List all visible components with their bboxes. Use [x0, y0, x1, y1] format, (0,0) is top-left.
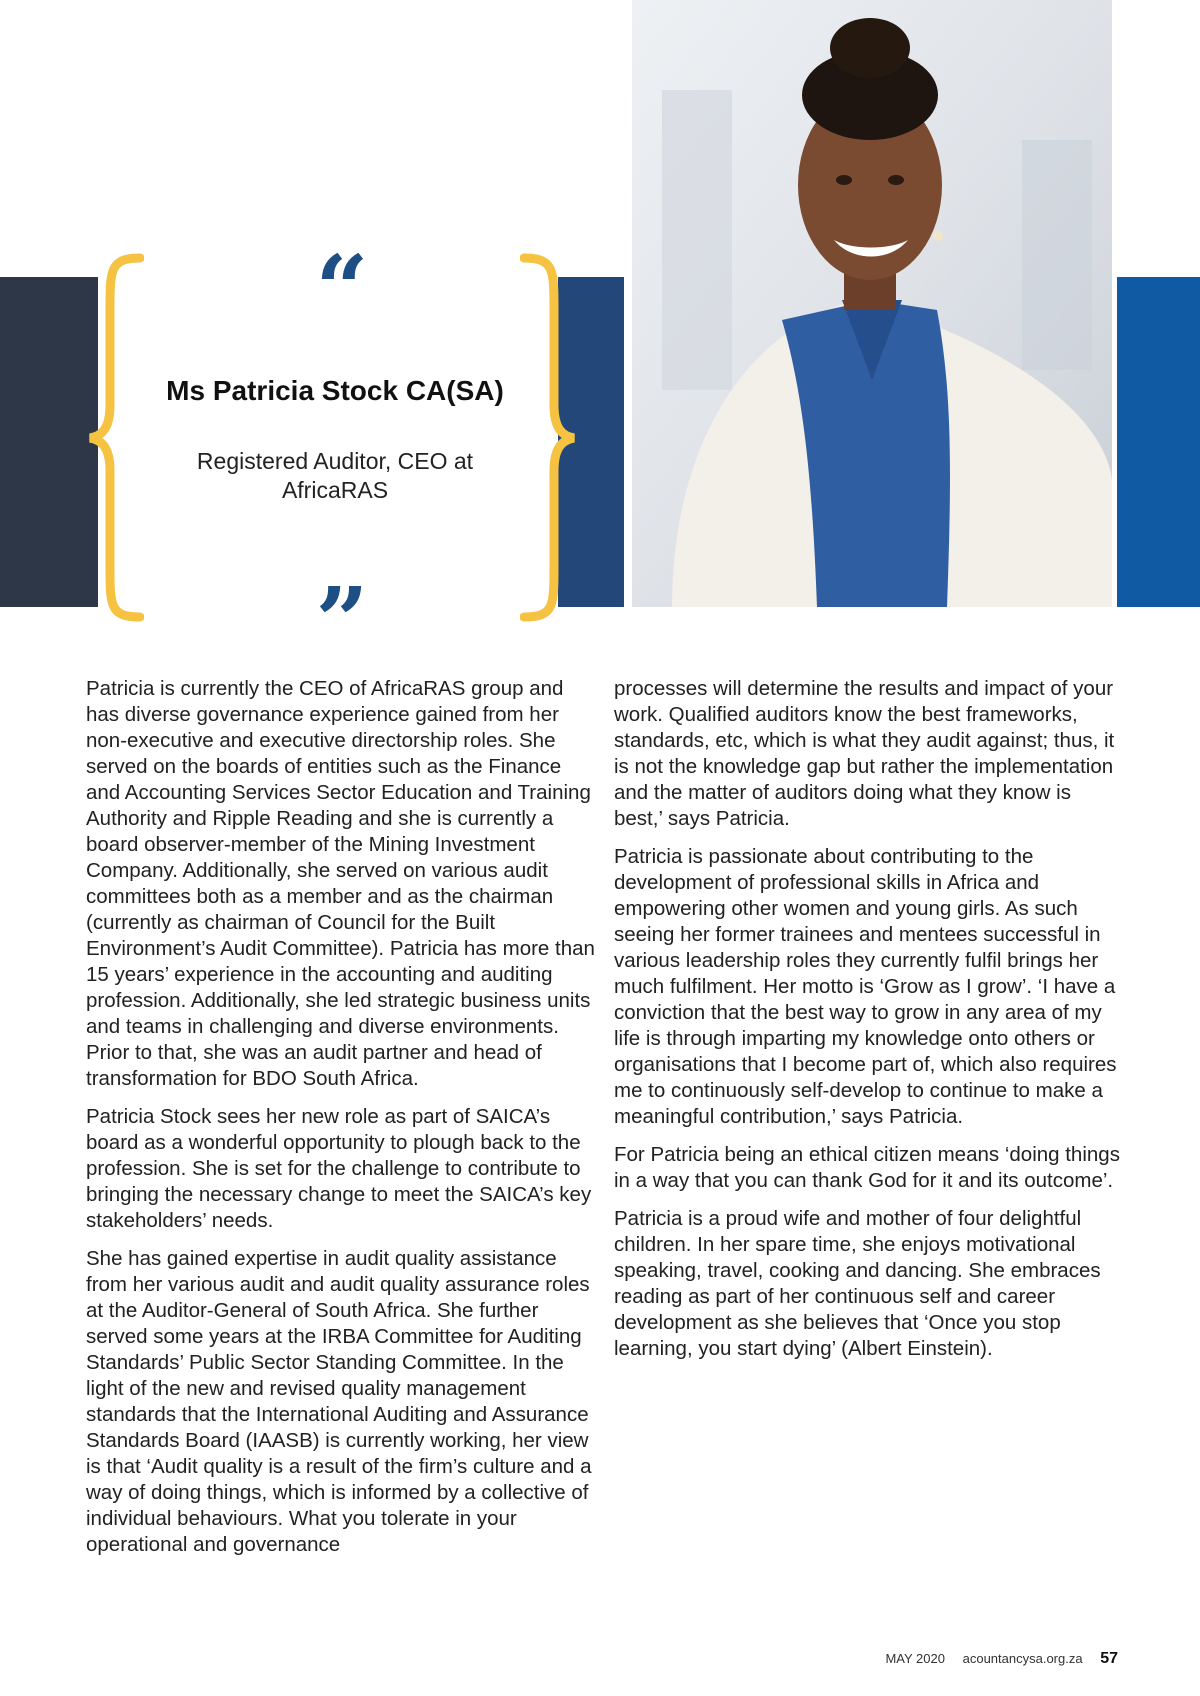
page-number: 57	[1100, 1650, 1118, 1667]
paragraph: For Patricia being an ethical citizen means ‘doing things in a way that you can thank God for it and its outcome’.	[614, 1143, 1120, 1192]
open-quote-icon: “	[315, 235, 369, 343]
profile-name: Ms Patricia Stock CA(SA)	[166, 375, 504, 406]
close-quote-icon: ”	[315, 567, 369, 675]
profile-role: Registered Auditor, CEO at AfricaRAS	[196, 448, 474, 503]
article-column-right	[614, 676, 1124, 1374]
paragraph: Patricia is passionate about contributing to the development of professional skills in Africa and empowering other women and young girls. As such seeing her former trainees and mentees successful in various leadership roles they currently fulfil brings her much fulfilment. Her motto is ‘Grow as I grow’. ‘I have a conviction that the best way to grow in any area of my life is through imparting my knowledge onto others or organisations that I become part of, which also requires me to continuously self-develop to continue to make a meaningful contribution,’ says Patricia.	[614, 845, 1117, 1128]
footer-site: acountancysa.org.za	[962, 1651, 1083, 1666]
page-footer	[871, 1650, 1118, 1668]
footer-date: MAY 2020	[885, 1651, 945, 1666]
paragraph: Patricia Stock sees her new role as part of SAICA’s board as a wonderful opportunity to plough back to the profession. She is set for the challenge to contribute to bringing the necessary change to meet the SAICA’s key stakeholders’ needs.	[86, 1105, 592, 1232]
article-column-left	[86, 676, 596, 1570]
paragraph: She has gained expertise in audit quality assistance from her various audit and audit quality assurance roles at the Auditor-General of South Africa. She further served some years at the IRBA Committee for Auditing Standards’ Public Sector Standing Committee. In the light of the new and revised quality management standards that the International Auditing and Assurance Standards Board (IAASB) is currently working, her view is that ‘Audit quality is a result of the firm’s culture and a way of doing things, which is informed by a collective of individual behaviours. What you tolerate in your operational and governance	[86, 1247, 592, 1556]
paragraph: Patricia is a proud wife and mother of four delightful children. In her spare time, she enjoys motivational speaking, travel, cooking and dancing. She embraces reading as part of her continuous self and career development as she believes that ‘Once you stop learning, you start dying’ (Albert Einstein).	[614, 1207, 1101, 1360]
decorative-band-right	[1117, 277, 1200, 607]
paragraph: Patricia is currently the CEO of AfricaRAS group and has diverse governance experience gained from her non-executive and executive directorship roles. She served on the boards of entities such as the Finance and Accounting Services Sector Education and Training Authority and Ripple Reading and she is currently a board observer-member of the Mining Investment Company. Additionally, she served on various audit committees both as a member and as the chairman (currently as chairman of Council for the Built Environment’s Audit Committee). Patricia has more than 15 years’ experience in the accounting and auditing profession. Additionally, she led strategic business units and teams in challenging and diverse environments. Prior to that, she was an audit partner and head of transformation for BDO South Africa.	[86, 677, 595, 1090]
paragraph: processes will determine the results and impact of your work. Qualified auditors know the best frameworks, standards, etc, which is what they audit against; thus, it is not the knowledge gap but rather the implementation and the matter of auditors doing what they know is best,’ says Patricia.	[614, 677, 1115, 830]
portrait-photo	[632, 0, 1112, 607]
